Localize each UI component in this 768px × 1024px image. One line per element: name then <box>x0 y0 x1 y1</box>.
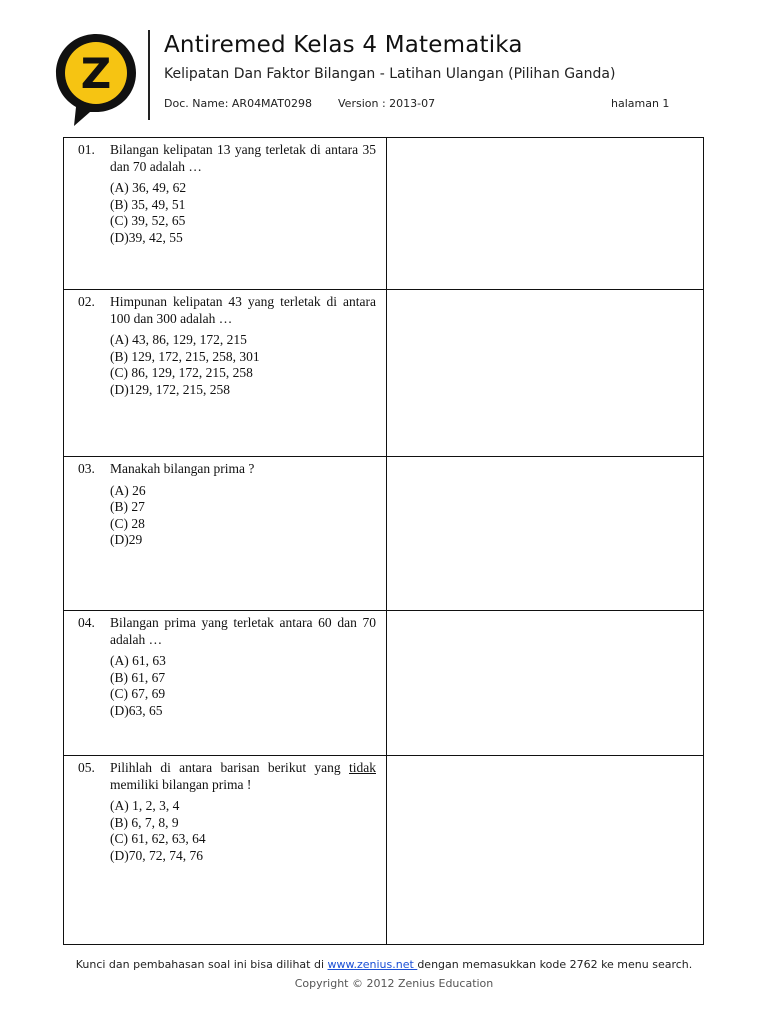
option-a: (A) 36, 49, 62 <box>110 180 187 195</box>
question-text: Himpunan kelipatan 43 yang terletak di antara 100 dan 300 adalah … <box>110 294 376 326</box>
question-text <box>110 760 376 793</box>
question-row <box>64 290 704 457</box>
option-c: (C) 86, 129, 172, 215, 258 <box>110 365 253 380</box>
document-subtitle: Kelipatan Dan Faktor Bilangan - Latihan Ulangan (Pilihan Ganda) <box>164 66 616 82</box>
question-text-end: memiliki bilangan prima ! <box>110 776 252 792</box>
question-row <box>64 611 704 756</box>
answer-space <box>387 457 704 611</box>
question-number: 03. <box>78 461 95 476</box>
footer-note-start: Kunci dan pembahasan soal ini bisa dilihat di <box>75 958 328 971</box>
question-number: 04. <box>78 615 95 630</box>
answer-options <box>110 180 376 246</box>
option-a: (A) 1, 2, 3, 4 <box>110 798 180 813</box>
copyright: Copyright © 2012 Zenius Education <box>294 977 494 990</box>
header-divider <box>148 30 150 120</box>
question-text: Bilangan prima yang terletak antara 60 dan 70 adalah … <box>110 615 376 647</box>
option-d: (D)39, 42, 55 <box>110 229 183 245</box>
question-row <box>64 138 704 290</box>
page-number: halaman 1 <box>611 97 670 110</box>
option-b: (B) 27 <box>110 499 145 514</box>
option-c: (C) 28 <box>110 515 145 531</box>
answer-space <box>387 756 704 945</box>
question-cell <box>64 457 387 611</box>
option-d: (D)63, 65 <box>110 702 163 718</box>
question-text: Bilangan kelipatan 13 yang terletak di antara 35 dan 70 adalah … <box>110 142 376 174</box>
doc-version: Version : 2013-07 <box>338 97 436 110</box>
zenius-link[interactable]: www.zenius.net <box>327 958 418 971</box>
option-b: (B) 129, 172, 215, 258, 301 <box>110 348 260 364</box>
question-cell <box>64 611 387 756</box>
answer-options <box>110 483 376 549</box>
answer-options <box>110 653 376 719</box>
question-text: Manakah bilangan prima ? <box>110 461 255 476</box>
question-row <box>64 756 704 945</box>
question-number: 05. <box>78 760 95 775</box>
answer-options <box>110 332 376 398</box>
question-cell <box>64 138 387 290</box>
question-number: 01. <box>78 142 95 157</box>
option-b: (B) 35, 49, 51 <box>110 196 186 212</box>
option-d: (D)129, 172, 215, 258 <box>110 381 230 397</box>
answer-space <box>387 138 704 290</box>
question-row <box>64 457 704 611</box>
doc-name: Doc. Name: AR04MAT0298 <box>164 97 312 110</box>
option-c: (C) 61, 62, 63, 64 <box>110 831 206 846</box>
option-a: (A) 61, 63 <box>110 653 166 668</box>
option-d: (D)70, 72, 74, 76 <box>110 847 203 863</box>
document-title: Antiremed Kelas 4 Matematika <box>164 32 523 58</box>
question-number: 02. <box>78 294 95 309</box>
option-b: (B) 61, 67 <box>110 669 166 685</box>
zenius-logo <box>52 30 140 130</box>
option-a: (A) 43, 86, 129, 172, 215 <box>110 332 247 347</box>
footer-note-end: dengan memasukkan kode 2762 ke menu search. <box>417 958 693 971</box>
option-d: (D)29 <box>110 532 143 547</box>
option-b: (B) 6, 7, 8, 9 <box>110 814 179 830</box>
answer-space <box>387 290 704 457</box>
question-cell <box>64 290 387 457</box>
logo-letter: Z <box>80 49 112 98</box>
emphasis-word: tidak <box>349 760 376 775</box>
option-c: (C) 39, 52, 65 <box>110 213 186 228</box>
footer-note <box>0 958 768 971</box>
option-a: (A) 26 <box>110 482 146 498</box>
answer-space <box>387 611 704 756</box>
answer-options <box>110 798 376 864</box>
question-table <box>63 137 704 945</box>
option-c: (C) 67, 69 <box>110 686 166 701</box>
question-cell <box>64 756 387 945</box>
question-text-start: Pilihlah di antara barisan berikut yang <box>110 760 349 775</box>
